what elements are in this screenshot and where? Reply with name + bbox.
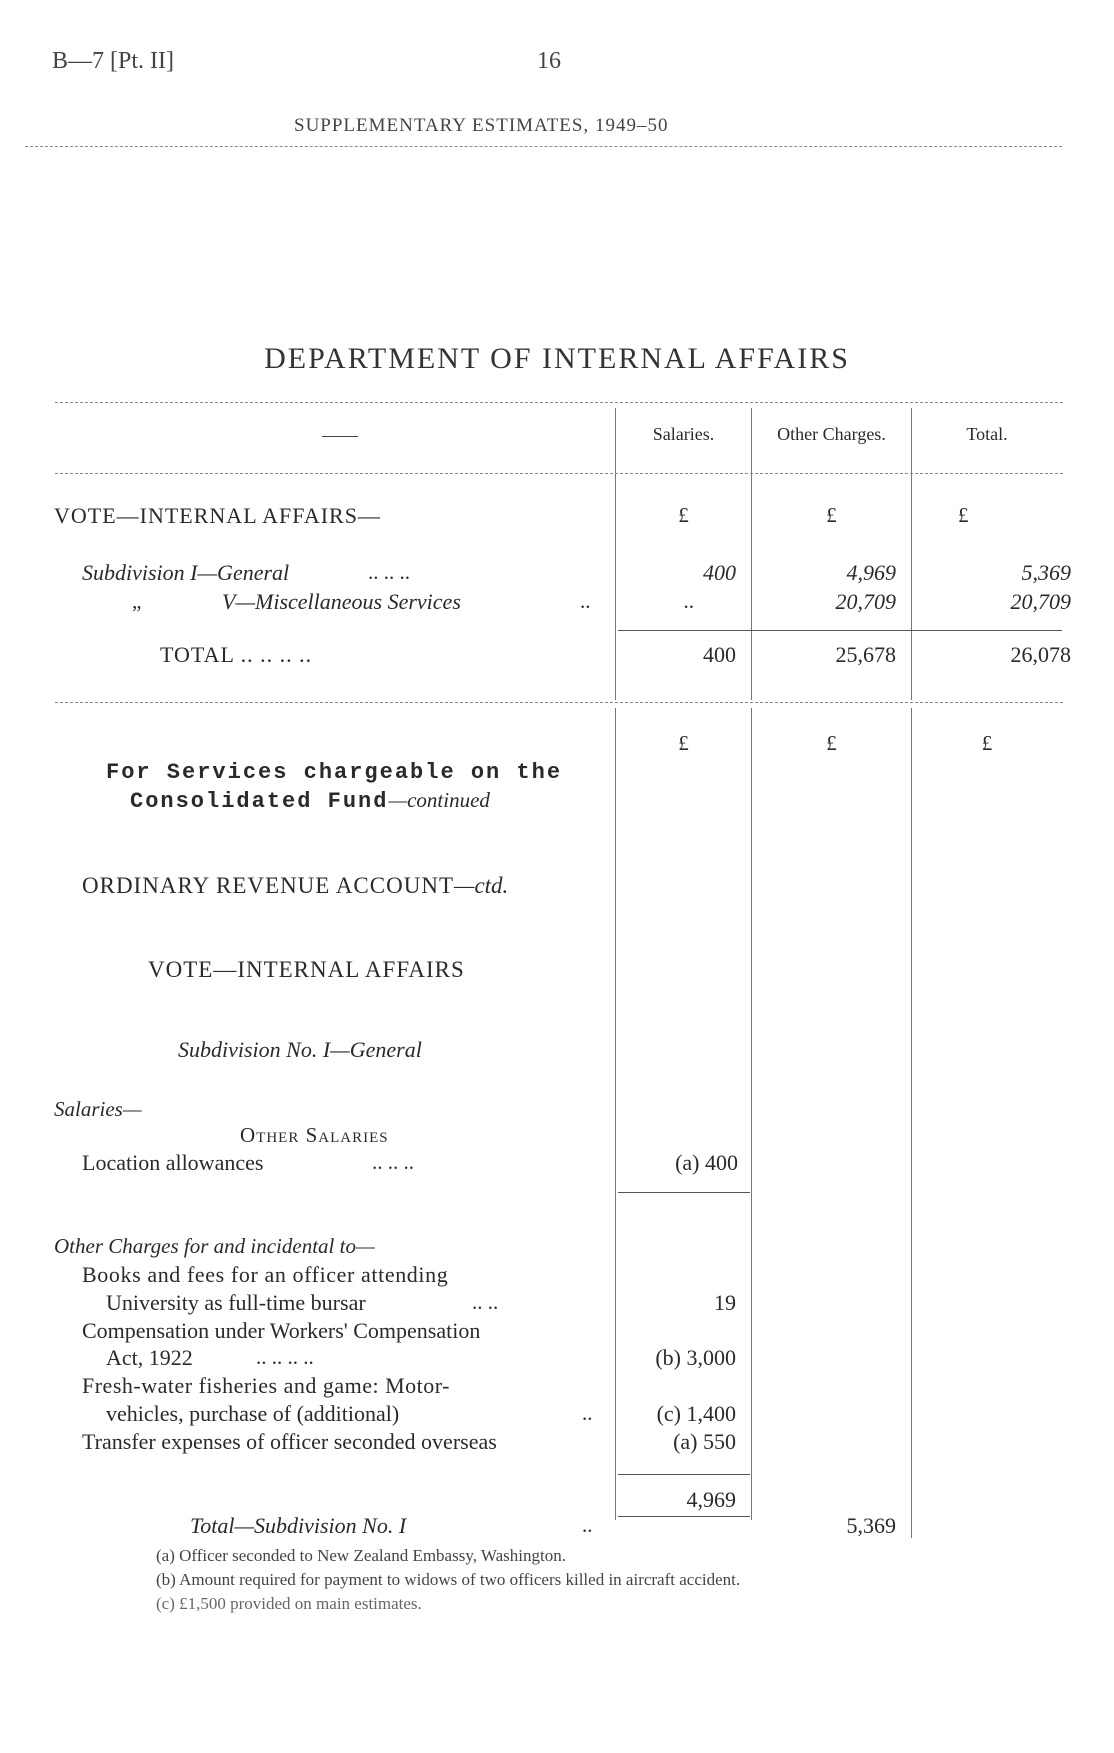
- running-title: SUPPLEMENTARY ESTIMATES, 1949–50: [294, 115, 669, 136]
- cell-other-charges: 4,969: [846, 560, 896, 585]
- subdivision-heading: Subdivision No. I—General: [178, 1037, 422, 1062]
- item-fisheries-leaders: ..: [582, 1401, 593, 1425]
- cell-other-charges: 20,709: [835, 589, 896, 614]
- item-books-fees-line-1: Books and fees for an officer attending: [82, 1262, 449, 1287]
- table-top-rule: [55, 402, 1063, 403]
- services-heading-line-2: [130, 788, 490, 814]
- currency-total: £: [958, 503, 969, 527]
- vote-heading: VOTE—INTERNAL AFFAIRS: [148, 957, 465, 982]
- item-transfer-expenses-line-1: Transfer expenses of officer seconded overseas: [82, 1429, 497, 1454]
- column-divider-2: [751, 408, 752, 700]
- vote-label: VOTE—INTERNAL AFFAIRS—: [54, 503, 381, 528]
- row-label-subdivision-5: V—Miscellaneous Services: [222, 589, 461, 614]
- item-books-fees-amount: 19: [714, 1290, 736, 1315]
- item-fisheries-line-2: vehicles, purchase of (additional): [106, 1401, 400, 1426]
- total-other-charges: 25,678: [835, 642, 896, 667]
- row-label-subdivision-1: Subdivision I—General: [82, 560, 290, 585]
- column-divider-3: [911, 408, 912, 700]
- department-title: DEPARTMENT OF INTERNAL AFFAIRS: [264, 342, 850, 375]
- footnote-b: (b) Amount required for payment to widows of two officers killed in aircraft accident.: [156, 1570, 741, 1589]
- other-charges-subtotal-rule-top: [618, 1474, 750, 1475]
- account-heading: [82, 873, 508, 899]
- row-leaders: ..: [580, 589, 591, 613]
- column-header-total: Total.: [966, 424, 1008, 444]
- total-row-label: TOTAL .. .. .. ..: [160, 642, 313, 667]
- detail-divider-3: [911, 708, 912, 1538]
- location-allowances-label: Location allowances: [82, 1150, 264, 1175]
- item-books-fees-line-2: University as full-time bursar: [106, 1290, 366, 1315]
- footnote-c: (c) £1,500 provided on main estimates.: [156, 1594, 422, 1613]
- detail-currency-salaries: £: [678, 731, 689, 755]
- row-leaders: .. .. ..: [368, 560, 410, 584]
- cell-total: 5,369: [1021, 560, 1071, 585]
- header-rule: [25, 146, 1062, 147]
- footnote-a: (a) Officer seconded to New Zealand Embassy, Washington.: [156, 1546, 566, 1565]
- header-bottom-rule: [55, 473, 1063, 474]
- subdivision-total-leaders: ..: [582, 1513, 593, 1537]
- stub-header: ——: [322, 425, 358, 445]
- item-compensation-line-2: Act, 1922: [106, 1345, 193, 1370]
- column-header-other-charges: Other Charges.: [777, 424, 886, 444]
- detail-currency-total: £: [981, 731, 993, 755]
- services-heading-continued: —continued: [388, 788, 490, 812]
- detail-divider-1: [615, 708, 616, 1520]
- currency-salaries: £: [678, 503, 689, 527]
- services-heading-line-1: For Services chargeable on the: [106, 760, 563, 785]
- column-header-salaries: Salaries.: [652, 424, 715, 444]
- total-grand: 26,078: [1010, 642, 1071, 667]
- item-compensation-line-1: Compensation under Workers' Compensation: [82, 1318, 481, 1343]
- salaries-heading: Salaries—: [54, 1097, 142, 1121]
- account-heading-ctd: —ctd.: [454, 873, 509, 898]
- item-fisheries-line-1: Fresh-water fisheries and game: Motor-: [82, 1373, 451, 1398]
- other-charges-heading: Other Charges for and incidental to—: [54, 1234, 375, 1258]
- total-rule: [618, 630, 1062, 631]
- item-books-fees-leaders: .. ..: [472, 1290, 499, 1314]
- other-charges-subtotal-rule-bottom: [618, 1516, 750, 1517]
- subdivision-total-value: 5,369: [846, 1513, 896, 1538]
- cell-salaries: ..: [683, 589, 694, 613]
- ditto-mark: „: [132, 589, 142, 613]
- total-salaries: 400: [703, 642, 736, 667]
- document-reference: B—7 [Pt. II]: [52, 48, 174, 74]
- item-transfer-expenses-amount: (a) 550: [673, 1429, 736, 1454]
- subdivision-total-label: Total—Subdivision No. I: [190, 1513, 407, 1538]
- cell-salaries: 400: [703, 560, 736, 585]
- currency-other: £: [826, 503, 837, 527]
- location-allowances-leaders: .. .. ..: [372, 1150, 414, 1174]
- item-compensation-leaders: .. .. .. ..: [256, 1345, 314, 1369]
- item-compensation-amount: (b) 3,000: [655, 1345, 736, 1370]
- other-charges-subtotal: 4,969: [686, 1487, 736, 1512]
- location-allowances-amount: (a) 400: [675, 1150, 738, 1175]
- services-heading-fund: Consolidated Fund: [130, 789, 389, 814]
- table-bottom-rule: [55, 702, 1063, 703]
- account-heading-text: ORDINARY REVENUE ACCOUNT: [82, 873, 454, 898]
- other-salaries-heading: Other Salaries: [240, 1123, 389, 1147]
- column-divider-1: [615, 408, 616, 700]
- page-number: 16: [537, 48, 561, 74]
- cell-total: 20,709: [1010, 589, 1071, 614]
- salaries-subtotal-rule: [618, 1192, 750, 1193]
- item-fisheries-amount: (c) 1,400: [656, 1401, 736, 1426]
- detail-currency-other: £: [826, 731, 837, 755]
- detail-divider-2: [751, 708, 752, 1520]
